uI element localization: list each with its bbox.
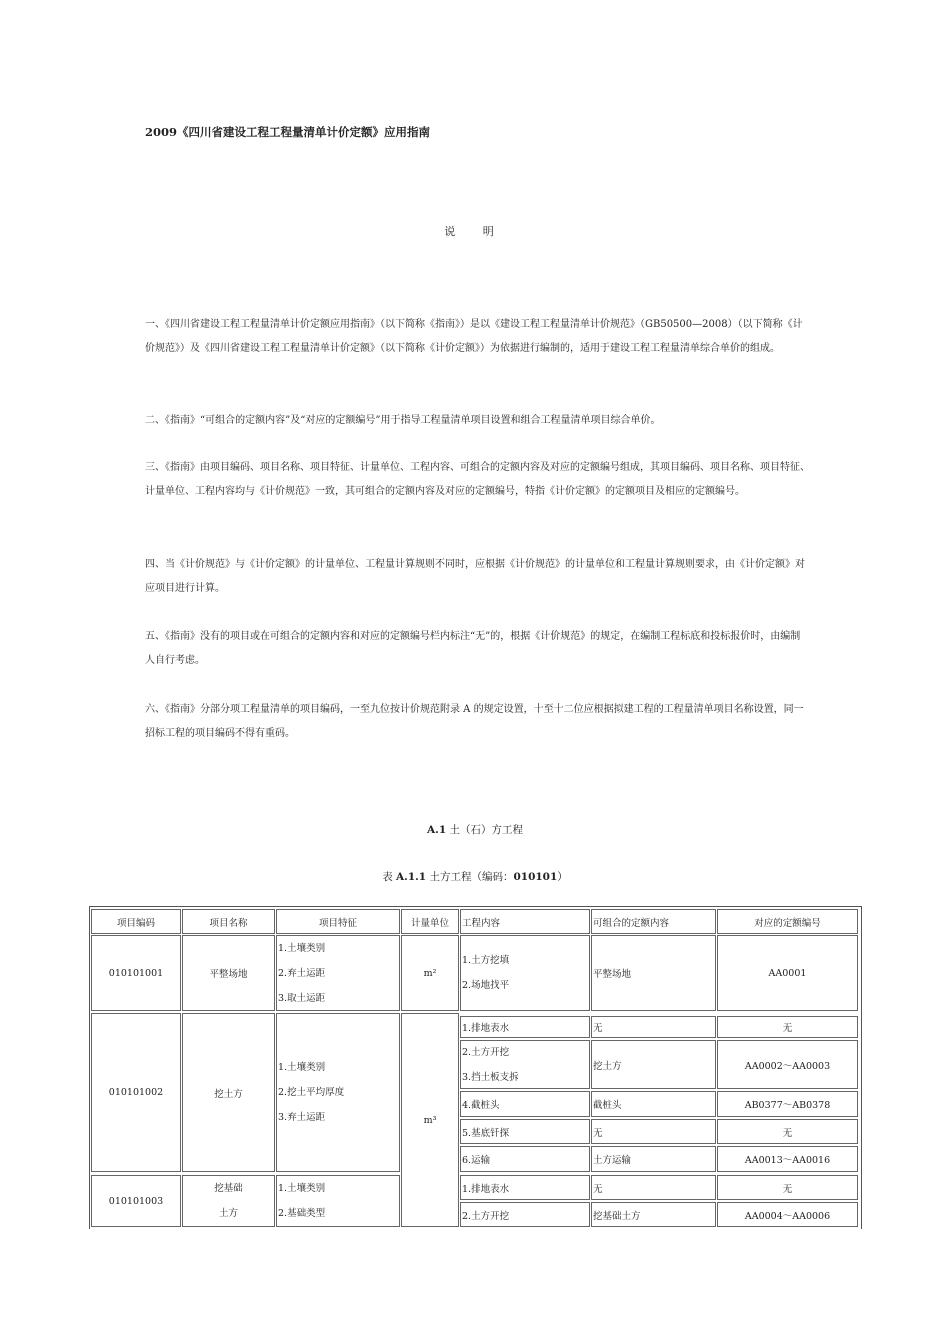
row2-sub4-combo: 无 <box>591 1119 716 1144</box>
paragraph-6: 六、《指南》分部分项工程量清单的项目编码，一至九位按计价规范附录 A 的规定设置，十至十二位应根据拟建工程的工程量清单项目名称设置，同一招标工程的项目编码不得有重码。 <box>145 704 804 739</box>
table-title-prefix: 表 <box>382 871 397 883</box>
paragraph-1: 一、《四川省建设工程工程量清单计价定额应用指南》（以下简称《指南》）是以《建设工程工程量清单计价规范》（GB50500—2008）（以下简称《计价规范》）及《四川省建设工程工程量清单计价定额》（以下简称《计价定额》）为依据进行编制的，适用于建设工程工程量清单综合单价的组成。 <box>145 319 803 354</box>
paragraph-5: 五、《指南》没有的项目或在可组合的定额内容和对应的定额编号栏内标注“无”的，根据《计价规范》的规定，在编制工程标底和投标报价时，由编制人自行考虑。 <box>145 631 801 666</box>
row2-sub4-content: 5.基底钎探 <box>460 1119 590 1144</box>
row3-name-line: 土方 <box>218 1208 238 1219</box>
header-features: 项目特征 <box>276 909 400 934</box>
row2-sub2-combo: 挖土方 <box>591 1040 716 1089</box>
row2-sub1-quota: 无 <box>717 1016 858 1038</box>
row2-feature: 3.弃土运距 <box>278 1112 326 1123</box>
row3-code: 010101003 <box>91 1175 181 1227</box>
row1-features <box>276 935 400 1011</box>
row2-features <box>276 1013 400 1172</box>
row2-sub3-quota: AB0377～AB0378 <box>717 1091 858 1117</box>
row2-sub5-quota: AA0013～AA0016 <box>717 1146 858 1172</box>
chapter-title <box>0 822 950 837</box>
row2-sub5-combo: 土方运输 <box>591 1146 716 1172</box>
row1-feature: 1.土壤类别 <box>278 942 326 954</box>
row1-quota: AA0001 <box>717 935 858 1011</box>
row2-sub1-combo: 无 <box>591 1016 716 1038</box>
row3-sub1-combo: 无 <box>591 1175 716 1200</box>
chapter-text: 土（石）方工程 <box>446 824 523 836</box>
row2-sub2-line: 2.土方开挖 <box>462 1046 510 1058</box>
table-title <box>0 869 950 884</box>
row2-sub3-content: 4.截桩头 <box>460 1091 590 1117</box>
row1-feature: 3.取土运距 <box>278 992 326 1004</box>
row2-sub2-quota: AA0002～AA0003 <box>717 1040 858 1089</box>
row1-content: 1.土方挖填 <box>462 955 510 966</box>
row1-combo: 平整场地 <box>591 935 716 1011</box>
chapter-code: A.1 <box>427 824 447 836</box>
table-title-num: 010101 <box>513 871 558 883</box>
table-title-text: 土方工程（编码： <box>426 871 514 883</box>
row3-sub1-quota: 无 <box>717 1175 858 1200</box>
row1-unit: m² <box>401 935 459 1011</box>
document-title: 2009《四川省建设工程工程量清单计价定额》应用指南 <box>145 125 431 139</box>
row2-sub1-content: 1.排地表水 <box>460 1016 590 1038</box>
row1-code: 010101001 <box>91 935 181 1011</box>
row3-name <box>182 1175 275 1227</box>
row1-contents <box>460 935 590 1011</box>
row2-code: 010101002 <box>91 1013 181 1172</box>
paragraph-3: 三、《指南》由项目编码、项目名称、项目特征、计量单位、工程内容、可组合的定额内容及对应的定额编号组成，其项目编码、项目名称、项目特征、计量单位、工程内容均与《计价规范》一致，其可组合的定额内容及对应的定额编号，特指《计价定额》的定额项目及相应的定额编号。 <box>145 462 810 497</box>
table-title-code: A.1.1 <box>396 871 427 883</box>
row2-unit: m³ <box>401 1013 459 1227</box>
header-unit: 计量单位 <box>401 909 459 934</box>
row3-feature: 1.土壤类别 <box>278 1183 326 1194</box>
row3-feature: 2.基础类型 <box>278 1208 326 1219</box>
row3-sub2-content: 2.土方开挖 <box>460 1202 590 1227</box>
header-content: 工程内容 <box>460 909 590 934</box>
header-quota: 对应的定额编号 <box>717 909 858 934</box>
paragraph-2: 二、《指南》“可组合的定额内容”及“对应的定额编号”用于指导工程量清单项目设置和组合工程量清单项目综合单价。 <box>145 415 661 426</box>
row2-feature: 2.挖土平均厚度 <box>278 1087 345 1098</box>
row3-name-line: 挖基础 <box>214 1183 243 1194</box>
row3-sub1-content: 1.排地表水 <box>460 1175 590 1200</box>
row1-content: 2.场地找平 <box>462 980 510 991</box>
section-title: 说 明 <box>444 225 506 238</box>
row2-name: 挖土方 <box>182 1013 275 1172</box>
row2-sub4-quota: 无 <box>717 1119 858 1144</box>
header-combo: 可组合的定额内容 <box>591 909 716 934</box>
row1-feature: 2.弃土运距 <box>278 967 326 979</box>
row1-name: 平整场地 <box>182 935 275 1011</box>
header-code: 项目编码 <box>91 909 181 934</box>
row3-features <box>276 1175 400 1227</box>
table-title-suffix: ） <box>557 871 568 883</box>
header-name: 项目名称 <box>182 909 275 934</box>
row2-feature: 1.土壤类别 <box>278 1062 326 1073</box>
row3-sub2-combo: 挖基础土方 <box>591 1202 716 1227</box>
row2-sub5-content: 6.运输 <box>460 1146 590 1172</box>
row3-sub2-quota: AA0004～AA0006 <box>717 1202 858 1227</box>
row2-sub2-line: 3.挡土板支拆 <box>462 1071 519 1083</box>
paragraph-4: 四、当《计价规范》与《计价定额》的计量单位、工程量计算规则不同时，应根据《计价规范》的计量单位和工程量计算规则要求，由《计价定额》对应项目进行计算。 <box>145 559 805 594</box>
row2-sub3-combo: 截桩头 <box>591 1091 716 1117</box>
row2-sub2-content <box>460 1040 590 1089</box>
